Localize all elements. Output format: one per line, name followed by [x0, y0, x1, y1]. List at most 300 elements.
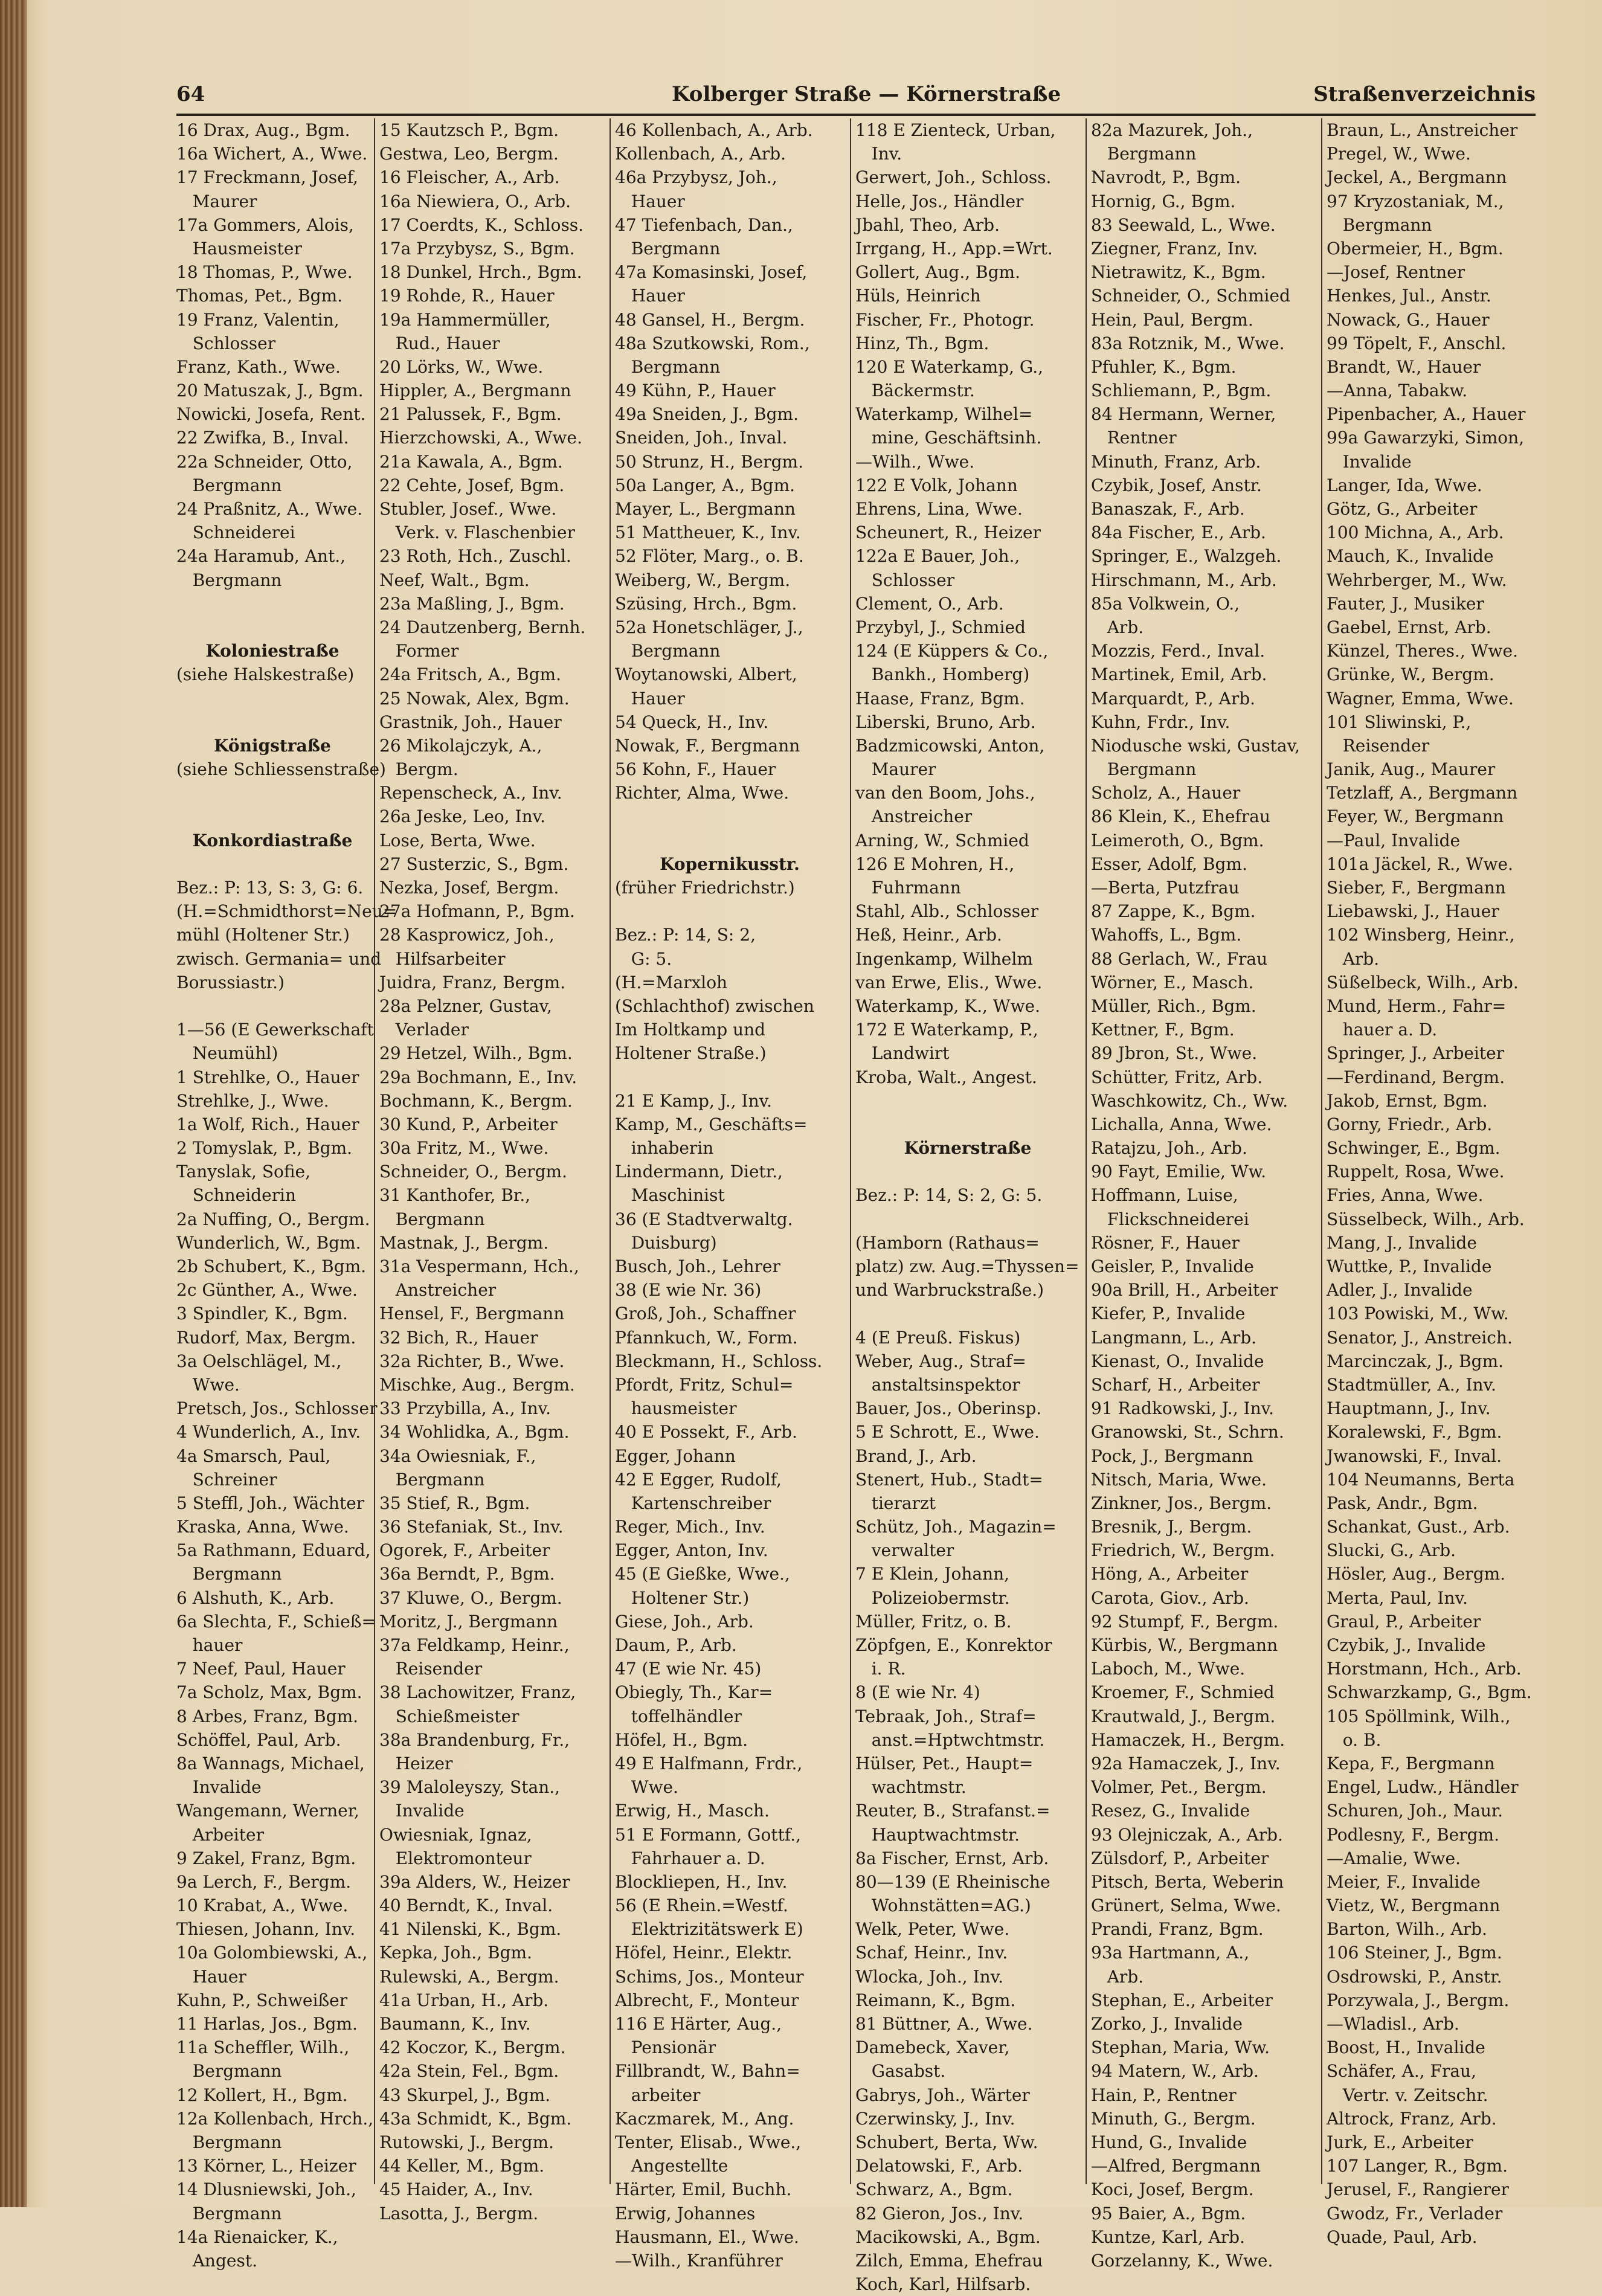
directory-entry: 8a Fischer, Ernst, Arb.: [855, 1848, 1049, 1868]
directory-entry: Im Holtkamp und: [615, 1020, 766, 1040]
directory-entry: Hülser, Pet., Haupt=: [855, 1753, 1034, 1773]
spacer: [855, 1113, 1080, 1136]
directory-entry: 41 Nilenski, K., Bgm.: [379, 1919, 562, 1940]
directory-entry: Repenscheck, A., Inv.: [379, 783, 562, 803]
directory-entry: Lose, Berta, Wwe.: [379, 830, 536, 851]
directory-entry: 24a Fritsch, A., Bgm.: [379, 664, 561, 685]
directory-entry: (H.=Marxloh: [615, 972, 728, 992]
directory-entry: Waterkamp, Wilhel=: [855, 404, 1033, 425]
directory-entry: Hausmeister: [176, 238, 302, 259]
directory-entry: Pipenbacher, A., Hauer: [1327, 404, 1526, 425]
directory-entry: Wwe.: [615, 1777, 678, 1798]
directory-entry: Hain, P., Rentner: [1091, 2085, 1237, 2105]
directory-entry: Pock, J., Bergmann: [1091, 1445, 1253, 1466]
directory-entry: Nowicki, Josefa, Rent.: [176, 404, 366, 425]
directory-entry: 24a Haramub, Ant.,: [176, 546, 346, 567]
page-number: 64: [176, 82, 205, 106]
directory-entry: Altrock, Franz, Arb.: [1327, 2108, 1497, 2129]
directory-entry: Kroemer, F., Schmied: [1091, 1682, 1275, 1703]
directory-entry: Jwanowski, F., Inval.: [1327, 1445, 1502, 1466]
directory-entry: Müller, Fritz, o. B.: [855, 1611, 1012, 1632]
directory-entry: 122a E Bauer, Joh.,: [855, 546, 1020, 567]
street-heading: Körnerstraße: [904, 1138, 1032, 1159]
directory-entry: Esser, Adolf, Bgm.: [1091, 854, 1247, 874]
directory-entry: 81 Büttner, A., Wwe.: [855, 2014, 1033, 2034]
directory-entry: Bergmann: [176, 2203, 282, 2224]
directory-entry: Bankh., Homberg): [855, 664, 1030, 685]
street-heading: Königstraße: [214, 735, 331, 756]
directory-entry: 1 Strehlke, O., Hauer: [176, 1067, 359, 1087]
directory-entry: Jurk, E., Arbeiter: [1327, 2132, 1473, 2152]
directory-entry: Heß, Heinr., Arb.: [855, 925, 1002, 945]
spacer: [176, 781, 368, 805]
directory-entry: inhaberin: [615, 1138, 714, 1159]
directory-entry: Schwarz, A., Bgm.: [855, 2179, 1013, 2200]
directory-entry: Maurer: [855, 759, 936, 780]
directory-entry: Bergmann: [1327, 214, 1432, 235]
directory-entry: Czybik, J., Invalide: [1327, 1635, 1486, 1655]
directory-entry: 104 Neumanns, Berta: [1327, 1469, 1515, 1490]
directory-entry: Anstreicher: [855, 806, 973, 827]
directory-entry: 88 Gerlach, W., Frau: [1091, 948, 1268, 969]
directory-entry: 24 Praßnitz, A., Wwe.: [176, 499, 363, 519]
directory-entry: 80—139 (E Rheinische: [855, 1871, 1050, 1892]
directory-entry: 82a Mazurek, Joh.,: [1091, 120, 1253, 140]
directory-entry: 34a Owiesniak, F.,: [379, 1445, 536, 1466]
directory-entry: Götz, G., Arbeiter: [1327, 499, 1478, 519]
directory-entry: 3 Spindler, K., Bgm.: [176, 1304, 348, 1324]
directory-entry: Härter, Emil, Buchh.: [615, 2179, 792, 2200]
directory-entry: Nietrawitz, K., Bgm.: [1091, 262, 1266, 283]
directory-entry: 103 Powiski, M., Ww.: [1327, 1304, 1509, 1324]
directory-entry: 16a Niewiera, O., Arb.: [379, 191, 571, 211]
directory-entry: Schliemann, P., Bgm.: [1091, 381, 1272, 401]
directory-entry: 37 Kluwe, O., Bergm.: [379, 1587, 562, 1608]
directory-entry: Sieber, F., Bergmann: [1327, 878, 1506, 898]
directory-entry: Erwig, Johannes: [615, 2203, 756, 2224]
spacer: [855, 1160, 1080, 1183]
directory-entry: Lasotta, J., Bergm.: [379, 2203, 539, 2224]
directory-entry: Hauptwachtmstr.: [855, 1824, 1020, 1845]
directory-entry: Bergmann: [615, 641, 721, 661]
directory-entry: Ruppelt, Rosa, Wwe.: [1327, 1162, 1505, 1182]
directory-entry: 26a Jeske, Leo, Inv.: [379, 806, 546, 827]
directory-entry: 16a Wichert, A., Wwe.: [176, 144, 368, 164]
directory-entry: 32 Bich, R., Hauer: [379, 1327, 538, 1348]
directory-entry: 82 Gieron, Jos., Inv.: [855, 2203, 1024, 2224]
directory-entry: Schwarzkamp, G., Bgm.: [1327, 1682, 1532, 1703]
directory-entry: Marquardt, P., Arb.: [1091, 688, 1256, 709]
directory-entry: 116 E Härter, Aug.,: [615, 2014, 782, 2034]
directory-entry: 29a Bochmann, E., Inv.: [379, 1067, 577, 1087]
directory-entry: 27a Hofmann, P., Bgm.: [379, 901, 575, 922]
directory-entry: Kuhn, P., Schweißer: [176, 1990, 348, 2010]
directory-entry: Gollert, Aug., Bgm.: [855, 262, 1020, 283]
directory-entry: (früher Friedrichstr.): [615, 878, 795, 898]
directory-entry: 42 Koczor, K., Bergm.: [379, 2037, 566, 2058]
directory-entry: Mang, J., Invalide: [1327, 1232, 1477, 1253]
directory-entry: Rulewski, A., Bergm.: [379, 1966, 559, 1987]
directory-entry: 99a Gawarzyki, Simon,: [1327, 428, 1525, 448]
directory-entry: Delatowski, F., Arb.: [855, 2156, 1023, 2176]
directory-entry: 47 (E wie Nr. 45): [615, 1659, 762, 1679]
directory-entry: Stephan, E., Arbeiter: [1091, 1990, 1273, 2010]
directory-entry: 93a Hartmann, A.,: [1091, 1943, 1250, 1963]
page-title: Kolberger Straße — Körnerstraße: [672, 82, 1061, 106]
directory-entry: Juidra, Franz, Bergm.: [379, 972, 566, 992]
directory-entry: Pfordt, Fritz, Schul=: [615, 1374, 794, 1395]
directory-entry: 46a Przybysz, Joh.,: [615, 167, 777, 188]
directory-entry: Bochmann, K., Bergm.: [379, 1090, 573, 1111]
directory-entry: Bez.: P: 14, S: 2,: [615, 925, 756, 945]
directory-entry: —Wilh., Wwe.: [855, 451, 975, 472]
directory-entry: Fauter, J., Musiker: [1327, 593, 1484, 614]
directory-entry: 86 Klein, K., Ehefrau: [1091, 806, 1270, 827]
directory-entry: Schlosser: [176, 333, 276, 353]
directory-entry: 118 E Zienteck, Urban,: [855, 120, 1056, 140]
directory-entry: Stahl, Alb., Schlosser: [855, 901, 1039, 922]
directory-column-4: [855, 118, 1080, 2295]
directory-entry: 30a Fritz, M., Wwe.: [379, 1138, 549, 1159]
directory-entry: Czybik, Josef, Anstr.: [1091, 475, 1262, 495]
directory-entry: 7a Scholz, Max, Bgm.: [176, 1682, 362, 1703]
directory-entry: Hensel, F., Bergmann: [379, 1304, 565, 1324]
directory-entry: Pretsch, Jos., Schlosser: [176, 1398, 378, 1419]
directory-entry: Rösner, F., Hauer: [1091, 1232, 1240, 1253]
directory-entry: Neef, Walt., Bgm.: [379, 570, 530, 590]
directory-entry: Maurer: [176, 191, 257, 211]
directory-entry: Brandt, W., Hauer: [1327, 356, 1481, 377]
directory-entry: 11 Harlas, Jos., Bgm.: [176, 2014, 358, 2034]
directory-entry: Wwe.: [176, 1374, 240, 1395]
directory-entry: Kraska, Anna, Wwe.: [176, 1517, 349, 1537]
directory-entry: Kuhn, Frdr., Inv.: [1091, 712, 1230, 732]
directory-entry: mine, Geschäftsinh.: [855, 428, 1042, 448]
spacer: [855, 1302, 1080, 1325]
directory-entry: 12a Kollenbach, Hrch.,: [176, 2108, 374, 2129]
directory-entry: Owiesniak, Ignaz,: [379, 1824, 532, 1845]
directory-entry: 49 Kühn, P., Hauer: [615, 381, 776, 401]
directory-entry: Schaf, Heinr., Inv.: [855, 1943, 1008, 1963]
directory-entry: 1a Wolf, Rich., Hauer: [176, 1114, 359, 1134]
directory-entry: Borussiastr.): [176, 972, 285, 992]
directory-entry: Hauptmann, J., Inv.: [1327, 1398, 1491, 1419]
directory-entry: 38 Lachowitzer, Franz,: [379, 1682, 576, 1703]
directory-entry: 9 Zakel, Franz, Bgm.: [176, 1848, 356, 1868]
directory-entry: Kaczmarek, M., Ang.: [615, 2108, 794, 2129]
column-divider: [1086, 118, 1087, 2184]
directory-entry: verwalter: [855, 1540, 954, 1561]
directory-entry: Pitsch, Berta, Weberin: [1091, 1871, 1284, 1892]
directory-entry: 9a Lerch, F., Bergm.: [176, 1871, 352, 1892]
directory-entry: 26 Mikolajczyk, A.,: [379, 735, 542, 756]
directory-entry: Former: [379, 641, 459, 661]
directory-entry: Hirschmann, M., Arb.: [1091, 570, 1277, 590]
directory-column-3: [615, 118, 844, 2271]
directory-entry: Thiesen, Johann, Inv.: [176, 1919, 356, 1940]
directory-entry: 101 Sliwinski, P.,: [1327, 712, 1472, 732]
directory-entry: 34 Wohlidka, A., Bgm.: [379, 1422, 570, 1442]
section-title: Straßenverzeichnis: [1313, 82, 1536, 106]
directory-entry: 4 Wunderlich, A., Inv.: [176, 1422, 361, 1442]
directory-entry: Stubler, Josef., Wwe.: [379, 499, 557, 519]
directory-entry: Senator, J., Anstreich.: [1327, 1327, 1513, 1348]
directory-entry: Nowak, F., Bergmann: [615, 735, 800, 756]
directory-entry: Schneider, O., Bergm.: [379, 1162, 567, 1182]
directory-entry: anstaltsinspektor: [855, 1374, 1020, 1395]
directory-entry: Banaszak, F., Arb.: [1091, 499, 1245, 519]
directory-entry: 99 Töpelt, F., Anschl.: [1327, 333, 1507, 353]
directory-entry: Fries, Anna, Wwe.: [1327, 1185, 1484, 1206]
directory-entry: Ziegner, Franz, Inv.: [1091, 238, 1258, 259]
directory-entry: Volmer, Pet., Bergm.: [1091, 1777, 1267, 1798]
directory-entry: Hauer: [615, 688, 685, 709]
directory-entry: Tebraak, Joh., Straf=: [855, 1706, 1037, 1726]
directory-entry: 14a Rienaicker, K.,: [176, 2227, 338, 2247]
directory-entry: Rutowski, J., Bergm.: [379, 2132, 554, 2152]
directory-entry: Wohnstätten=AG.): [855, 1896, 1031, 1916]
directory-entry: Polizeiobermstr.: [855, 1587, 1010, 1608]
directory-entry: Przybyl, J., Schmied: [855, 617, 1026, 637]
directory-entry: Schuren, Joh., Maur.: [1327, 1801, 1504, 1821]
directory-entry: Wagner, Emma, Wwe.: [1327, 688, 1514, 709]
directory-entry: Kroba, Walt., Angest.: [855, 1067, 1037, 1087]
directory-entry: Zülsdorf, P., Arbeiter: [1091, 1848, 1269, 1868]
directory-entry: Schneiderei: [176, 523, 295, 543]
directory-entry: 50 Strunz, H., Bergm.: [615, 451, 803, 472]
directory-entry: Pask, Andr., Bgm.: [1327, 1493, 1478, 1513]
directory-entry: 22 Cehte, Josef, Bgm.: [379, 475, 565, 495]
directory-entry: Schims, Jos., Monteur: [615, 1966, 804, 1987]
directory-entry: 31 Kanthofer, Br.,: [379, 1185, 531, 1206]
directory-entry: Duisburg): [615, 1232, 717, 1253]
directory-entry: 14 Dlusniewski, Joh.,: [176, 2179, 356, 2200]
directory-entry: 22 Zwifka, B., Inval.: [176, 428, 349, 448]
directory-entry: Schäfer, A., Frau,: [1327, 2061, 1476, 2082]
directory-entry: Prandi, Franz, Bgm.: [1091, 1919, 1264, 1940]
directory-column-5: [1091, 118, 1316, 2271]
directory-entry: Badzmicowski, Anton,: [855, 735, 1045, 756]
directory-entry: Grastnik, Joh., Hauer: [379, 712, 562, 732]
directory-entry: Liebawski, J., Hauer: [1327, 901, 1499, 922]
directory-entry: Ingenkamp, Wilhelm: [855, 948, 1033, 969]
directory-entry: Waterkamp, K., Wwe.: [855, 995, 1041, 1016]
directory-entry: Weiberg, W., Bergm.: [615, 570, 791, 590]
directory-entry: Wörner, E., Masch.: [1091, 972, 1254, 992]
directory-entry: Rentner: [1091, 428, 1177, 448]
directory-entry: —Josef, Rentner: [1327, 262, 1465, 283]
directory-entry: —Wladisl., Arb.: [1327, 2014, 1459, 2034]
directory-entry: Minuth, G., Bergm.: [1091, 2108, 1256, 2129]
directory-entry: Strehlke, J., Wwe.: [176, 1090, 329, 1111]
directory-entry: Stephan, Maria, Ww.: [1091, 2037, 1270, 2058]
directory-entry: 90 Fayt, Emilie, Ww.: [1091, 1162, 1267, 1182]
directory-entry: 89 Jbron, St., Wwe.: [1091, 1043, 1258, 1064]
directory-entry: Bergmann: [176, 1564, 282, 1584]
directory-entry: Weber, Aug., Straf=: [855, 1351, 1026, 1371]
directory-entry: Hinz, Th., Bgm.: [855, 333, 989, 353]
directory-entry: Koci, Josef, Bergm.: [1091, 2179, 1254, 2200]
directory-entry: Elektromonteur: [379, 1848, 532, 1868]
directory-entry: Gaebel, Ernst, Arb.: [1327, 617, 1491, 637]
spacer: [176, 592, 368, 616]
directory-entry: Janik, Aug., Maurer: [1327, 759, 1496, 780]
directory-entry: Kamp, M., Geschäfts=: [615, 1114, 808, 1134]
directory-entry: 92 Stumpf, F., Bergm.: [1091, 1611, 1279, 1632]
directory-entry: Arning, W., Schmied: [855, 830, 1029, 851]
directory-entry: mühl (Holtener Str.): [176, 925, 350, 945]
spacer: [615, 1066, 844, 1089]
directory-entry: 28 Kasprowicz, Joh.,: [379, 925, 555, 945]
directory-column-1: [176, 118, 397, 2271]
directory-entry: (H.=Schmidthorst=Neu=: [176, 901, 397, 922]
directory-entry: 43 Skurpel, J., Bgm.: [379, 2085, 551, 2105]
directory-entry: Barton, Wilh., Arb.: [1327, 1919, 1487, 1940]
directory-entry: Busch, Joh., Lehrer: [615, 1256, 780, 1276]
directory-entry: 17 Coerdts, K., Schloss.: [379, 214, 584, 235]
directory-entry: Jerusel, F., Rangierer: [1327, 2179, 1509, 2200]
directory-entry: Haase, Franz, Bgm.: [855, 688, 1025, 709]
directory-entry: 15 Kautzsch P., Bgm.: [379, 120, 559, 140]
street-heading: Konkordiastraße: [192, 830, 353, 851]
directory-entry: van Erwe, Elis., Wwe.: [855, 972, 1043, 992]
directory-entry: Scheunert, R., Heizer: [855, 523, 1041, 543]
directory-entry: Hilfsarbeiter: [379, 948, 506, 969]
directory-entry: 5 E Schrott, E., Wwe.: [855, 1422, 1040, 1442]
directory-entry: 37a Feldkamp, Heinr.,: [379, 1635, 570, 1655]
directory-entry: Zinkner, Jos., Bergm.: [1091, 1493, 1272, 1513]
directory-entry: 8 Arbes, Franz, Bgm.: [176, 1706, 359, 1726]
directory-entry: Mozzis, Ferd., Inval.: [1091, 641, 1266, 661]
directory-entry: Tenter, Elisab., Wwe.,: [615, 2132, 802, 2152]
directory-entry: 56 Kohn, F., Hauer: [615, 759, 776, 780]
directory-entry: Meier, F., Invalide: [1327, 1871, 1481, 1892]
directory-entry: 19a Hammermüller,: [379, 309, 551, 330]
directory-entry: —Ferdinand, Bergm.: [1327, 1067, 1505, 1087]
directory-entry: Schwinger, E., Bgm.: [1327, 1138, 1501, 1159]
directory-entry: Stenert, Hub., Stadt=: [855, 1469, 1043, 1490]
directory-entry: Nezka, Josef, Bergm.: [379, 878, 559, 898]
directory-entry: 20 Matuszak, J., Bgm.: [176, 381, 364, 401]
directory-entry: Waschkowitz, Ch., Ww.: [1091, 1090, 1288, 1111]
spacer: [855, 1207, 1080, 1231]
directory-entry: Navrodt, P., Bgm.: [1091, 167, 1241, 188]
directory-entry: Bergmann: [615, 238, 721, 259]
spacer: [615, 899, 844, 923]
directory-entry: 87 Zappe, K., Bgm.: [1091, 901, 1256, 922]
directory-entry: 91 Radkowski, J., Inv.: [1091, 1398, 1274, 1419]
directory-entry: Nowack, G., Hauer: [1327, 309, 1490, 330]
directory-entry: (siehe Halskestraße): [176, 664, 355, 685]
directory-entry: Schneider, O., Schmied: [1091, 286, 1290, 306]
directory-entry: Gestwa, Leo, Bergm.: [379, 144, 559, 164]
directory-entry: 27 Susterzic, S., Bgm.: [379, 854, 569, 874]
directory-entry: Künzel, Theres., Wwe.: [1327, 641, 1518, 661]
directory-entry: 4 (E Preuß. Fiskus): [855, 1327, 1021, 1348]
directory-entry: Erwig, H., Masch.: [615, 1801, 770, 1821]
directory-entry: —Wilh., Kranführer: [615, 2250, 783, 2271]
directory-entry: Süsselbeck, Wilh., Arb.: [1327, 1209, 1525, 1229]
directory-entry: Nitsch, Maria, Wwe.: [1091, 1469, 1267, 1490]
directory-entry: Egger, Anton, Inv.: [615, 1540, 768, 1561]
directory-entry: Schankat, Gust., Arb.: [1327, 1517, 1510, 1537]
directory-entry: Reisender: [379, 1659, 483, 1679]
directory-entry: Kürbis, W., Bergmann: [1091, 1635, 1278, 1655]
directory-entry: Welk, Peter, Wwe.: [855, 1919, 1010, 1940]
directory-entry: Blockliepen, H., Inv.: [615, 1871, 788, 1892]
directory-entry: Angest.: [176, 2250, 257, 2271]
directory-entry: Bergmann: [1091, 759, 1197, 780]
directory-entry: 85a Volkwein, O.,: [1091, 593, 1240, 614]
directory-entry: Richter, Alma, Wwe.: [615, 783, 790, 803]
directory-entry: Grünert, Selma, Wwe.: [1091, 1896, 1281, 1916]
directory-entry: Reimann, K., Bgm.: [855, 1990, 1016, 2010]
directory-entry: Moritz, J., Bergmann: [379, 1611, 558, 1632]
directory-entry: 19 Franz, Valentin,: [176, 309, 339, 330]
directory-entry: 30 Kund, P., Arbeiter: [379, 1114, 558, 1134]
directory-entry: (Schlachthof) zwischen: [615, 995, 814, 1016]
directory-entry: 2 Tomyslak, P., Bgm.: [176, 1138, 353, 1159]
directory-entry: Irrgang, H., App.=Wrt.: [855, 238, 1053, 259]
directory-entry: Daum, P., Arb.: [615, 1635, 737, 1655]
directory-entry: Koch, Karl, Hilfsarb.: [855, 2274, 1031, 2295]
directory-entry: Granowski, St., Schrn.: [1091, 1422, 1284, 1442]
directory-entry: 21 Palussek, F., Bgm.: [379, 404, 562, 425]
directory-entry: Bergmann: [176, 570, 282, 590]
directory-entry: 17a Przybysz, S., Bgm.: [379, 238, 575, 259]
directory-entry: Kienast, O., Invalide: [1091, 1351, 1264, 1371]
directory-entry: 13 Körner, L., Heizer: [176, 2156, 356, 2176]
directory-entry: Bergmann: [176, 2132, 282, 2152]
directory-entry: 6 Alshuth, K., Arb.: [176, 1587, 335, 1608]
directory-entry: 36 Stefaniak, St., Inv.: [379, 1517, 564, 1537]
directory-entry: Grünke, W., Bergm.: [1327, 664, 1494, 685]
directory-entry: Hauer: [615, 286, 685, 306]
directory-entry: Boost, H., Invalide: [1327, 2037, 1485, 2058]
directory-entry: 2b Schubert, K., Bgm.: [176, 1256, 367, 1276]
directory-entry: 45 (E Gießke, Wwe.,: [615, 1564, 790, 1584]
directory-entry: Inv.: [855, 144, 902, 164]
directory-entry: 31a Vespermann, Hch.,: [379, 1256, 579, 1276]
directory-entry: Ehrens, Lina, Wwe.: [855, 499, 1023, 519]
directory-entry: Elektrizitätswerk E): [615, 1919, 803, 1940]
spacer: [176, 994, 368, 1018]
directory-entry: 32a Richter, B., Wwe.: [379, 1351, 565, 1371]
directory-entry: 22a Schneider, Otto,: [176, 451, 353, 472]
directory-entry: Gorzelanny, K., Wwe.: [1091, 2250, 1273, 2271]
directory-entry: Clement, O., Arb.: [855, 593, 1004, 614]
directory-entry: 45 Haider, A., Inv.: [379, 2179, 533, 2200]
directory-entry: Fuhrmann: [855, 878, 961, 898]
spacer: [615, 805, 844, 828]
directory-entry: Adler, J., Invalide: [1327, 1280, 1473, 1301]
directory-entry: 12 Kollert, H., Bgm.: [176, 2085, 348, 2105]
directory-entry: Langer, Ida, Wwe.: [1327, 475, 1482, 495]
directory-entry: 92a Hamaczek, J., Inv.: [1091, 1753, 1281, 1773]
directory-entry: 16 Drax, Aug., Bgm.: [176, 120, 350, 140]
directory-entry: Kepka, Joh., Bgm.: [379, 1943, 532, 1963]
directory-entry: Hippler, A., Bergmann: [379, 381, 571, 401]
directory-entry: Höfel, Heinr., Elektr.: [615, 1943, 793, 1963]
directory-entry: Rud., Hauer: [379, 333, 500, 353]
directory-entry: 48 Gansel, H., Bergm.: [615, 309, 805, 330]
directory-entry: Geisler, P., Invalide: [1091, 1256, 1254, 1276]
directory-entry: Damebeck, Xaver,: [855, 2037, 1010, 2058]
directory-entry: Bergmann: [176, 2061, 282, 2082]
street-heading: Koloniestraße: [205, 641, 339, 661]
directory-entry: Giese, Joh., Arb.: [615, 1611, 754, 1632]
directory-entry: Jbahl, Theo, Arb.: [855, 214, 1000, 235]
